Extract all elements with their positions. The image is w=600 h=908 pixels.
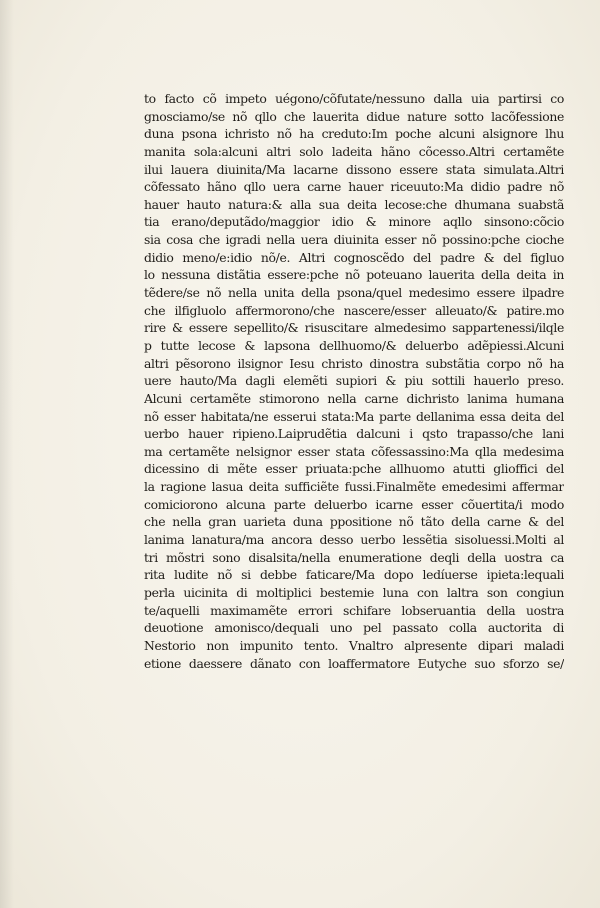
text-line: lanima lanatura/ma ancora desso uerbo lessẽtia sisoluessi.Molti al — [144, 532, 564, 548]
text-line: tri mõstri sono disalsita/nella enumeratione deqli della uostra ca — [144, 549, 564, 565]
text-line: deuotione amonisco/dequali uno pel passato colla auctorita di — [144, 620, 564, 636]
text-line: cõfessato hãno qllo uera carne hauer riceuuto:Ma didio padre nõ — [144, 179, 564, 195]
text-line: to facto cõ impeto uégono/cõfutate/nessuno dalla uia partirsi co — [144, 91, 564, 106]
text-line: tia erano/deputãdo/maggior idio & minore aqllo sinsono:cõcio — [144, 214, 564, 230]
text-line: te/aquelli maximamẽte errori schifare lobseruantia della uostra — [144, 602, 564, 618]
text-line: che ilfigluolo affermorono/che nascere/esser alleuato/& patire.mo — [144, 302, 564, 318]
text-line: perla uicinita di moltiplici bestemie luna con laltra son congiun — [144, 584, 564, 600]
text-line: Nestorio non impunito tento. Vnaltro alpresente dipari maladi — [144, 637, 564, 653]
text-line: dicessino di mẽte esser priuata:pche allhuomo atutti glioffici del — [144, 461, 564, 477]
text-line: ma certamẽte nelsignor esser stata cõfessassino:Ma qlla medesima — [144, 443, 564, 459]
text-line: p tutte lecose & lapsona dellhuomo/& deluerbo adẽpiessi.Alcuni — [144, 337, 564, 353]
text-line: ilui lauera diuinita/Ma lacarne dissono essere stata simulata.Altri — [144, 161, 564, 177]
text-line: gnosciamo/se nõ qllo che lauerita didue nature sotto lacõfessione — [144, 108, 564, 124]
text-column — [144, 90, 564, 672]
text-line: la ragione lasua deita sufficiẽte fussi.Finalmẽte emedesimi affermar — [144, 479, 564, 495]
text-line: rire & essere sepellito/& risuscitare almedesimo sappartenessi/ilqle — [144, 320, 564, 336]
text-line: uere hauto/Ma dagli elemẽti supiori & piu sottili hauerlo preso. — [144, 373, 564, 389]
text-line: hauer hauto natura:& alla sua deita lecose:che dhumana suabstã — [144, 196, 564, 212]
text-line: didio meno/e:idio nõ/e. Altri cognoscẽdo del padre & del figluo — [144, 249, 564, 265]
text-line: altri pẽsorono ilsignor Iesu christo dinostra substãtia corpo nõ ha — [144, 355, 564, 371]
text-line: che nella gran uarieta duna ppositione nõ tãto della carne & del — [144, 514, 564, 530]
text-line: nõ esser habitata/ne esserui stata:Ma parte dellanima essa deita del — [144, 408, 564, 424]
text-line: tẽdere/se nõ nella unita della psona/quel medesimo essere ilpadre — [144, 285, 564, 301]
text-line: uerbo hauer ripieno.Laiprudẽtia dalcuni i qsto trapasso/che lani — [144, 426, 564, 442]
text-line: comiciorono alcuna parte deluerbo icarne esser cõuertita/i modo — [144, 496, 564, 512]
text-line: rita ludite nõ si debbe faticare/Ma dopo ledíuerse ipieta:lequali — [144, 567, 564, 583]
text-line: etione daessere dãnato con loaffermatore Eutyche suo sforzo se/ — [144, 655, 564, 671]
text-line: lo nessuna distãtia essere:pche nõ poteuano lauerita della deita in — [144, 267, 564, 283]
page-gutter-shadow — [0, 0, 14, 908]
text-line: Alcuni certamẽte stimorono nella carne dichristo lanima humana — [144, 390, 564, 406]
text-line: sia cosa che igradi nella uera diuinita esser nõ possino:pche cioche — [144, 232, 564, 248]
text-line: duna psona ichristo nõ ha creduto:Im poche alcuni alsignore lhu — [144, 126, 564, 142]
text-line: manita sola:alcuni altri solo ladeita hãno cõcesso.Altri certamẽte — [144, 143, 564, 159]
